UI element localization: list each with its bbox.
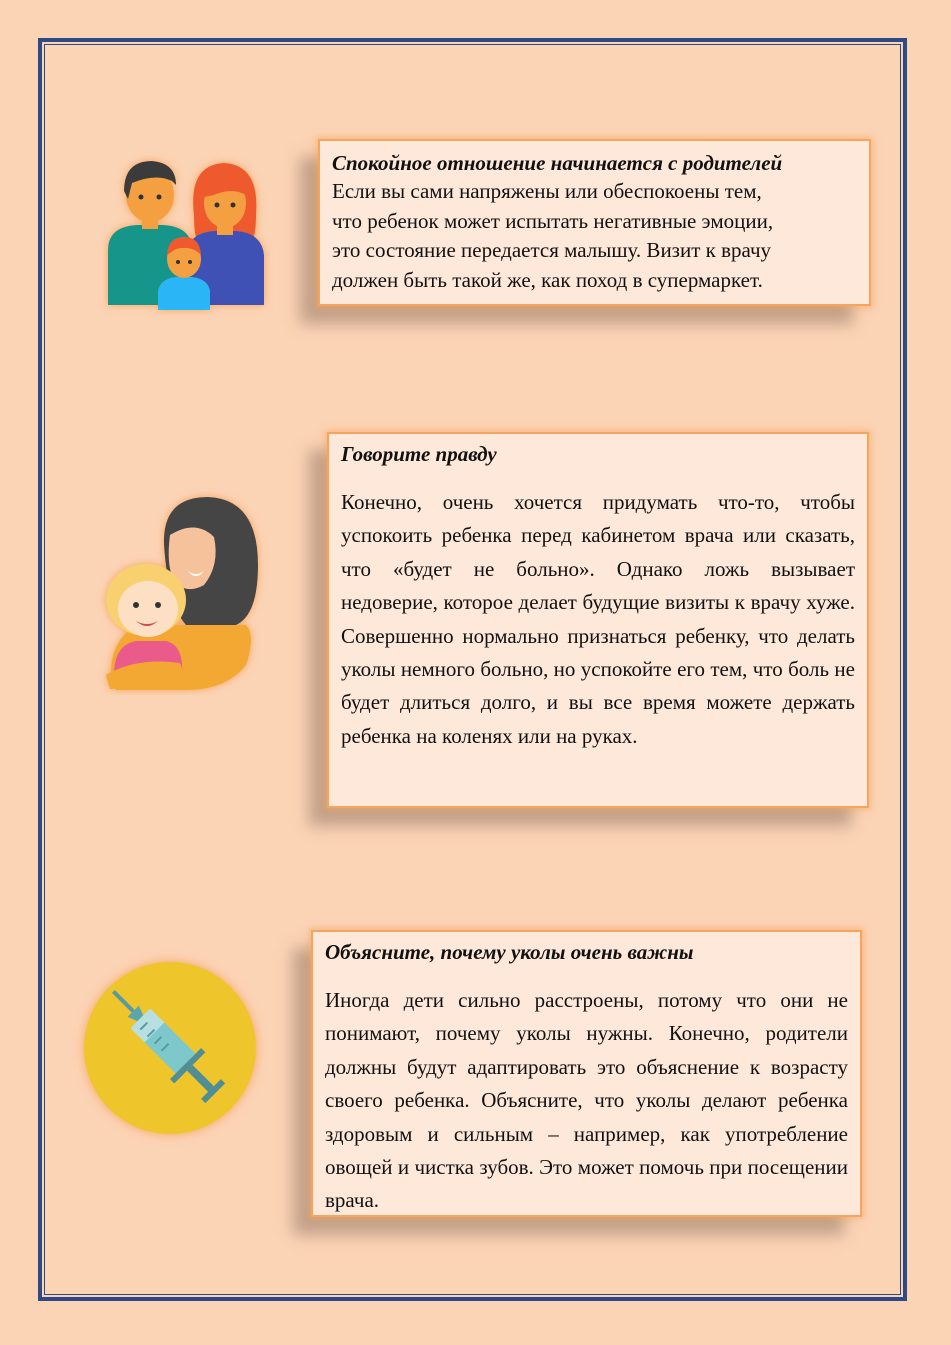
section-card-calm [318, 139, 871, 306]
section-card-truth [327, 432, 869, 808]
section-text-line: что ребенок может испытать негативные эмоции, [332, 208, 774, 233]
section-text-line: это состояние передается малышу. Визит к врачу [332, 238, 772, 262]
section-text-line: Если вы сами напряжены или обеспокоены тем, [332, 179, 762, 203]
section-text [332, 177, 857, 295]
mother-child-icon [96, 485, 276, 695]
section-title: Говорите правду [341, 442, 497, 466]
section-text-line: должен быть такой же, как поход в супермаркет. [332, 267, 763, 292]
section-title: Объясните, почему уколы очень важны [325, 940, 694, 964]
section-text: Конечно, очень хочется придумать что-то, чтобы успокоить ребенка перед кабинетом врача или сказать, что «будет не больно». Однако ложь вызывает недоверие, которое делает будущие визиты к врачу хуже. Совершенно нормально признаться ребенку, что делать уколы немного больно, но успокойте его тем, что боль не будет длиться долго, и вы все время можете держать ребенка на коленях или на руках. [341, 490, 855, 748]
section-text: Иногда дети сильно расстроены, потому что они не понимают, почему уколы нужны. Конечно, родители должны будут адаптировать это объяснение к возрасту своего ребенка. Объясните, что уколы делают ребенка здоровым и сильным – например, как употребление овощей и чистка зубов. Это может помочь при посещении врача. [325, 988, 848, 1213]
section-card-importance [311, 930, 862, 1217]
syringe-icon [72, 950, 268, 1146]
section-title: Спокойное отношение начинается с родителей [332, 151, 783, 175]
family-icon [96, 145, 276, 320]
